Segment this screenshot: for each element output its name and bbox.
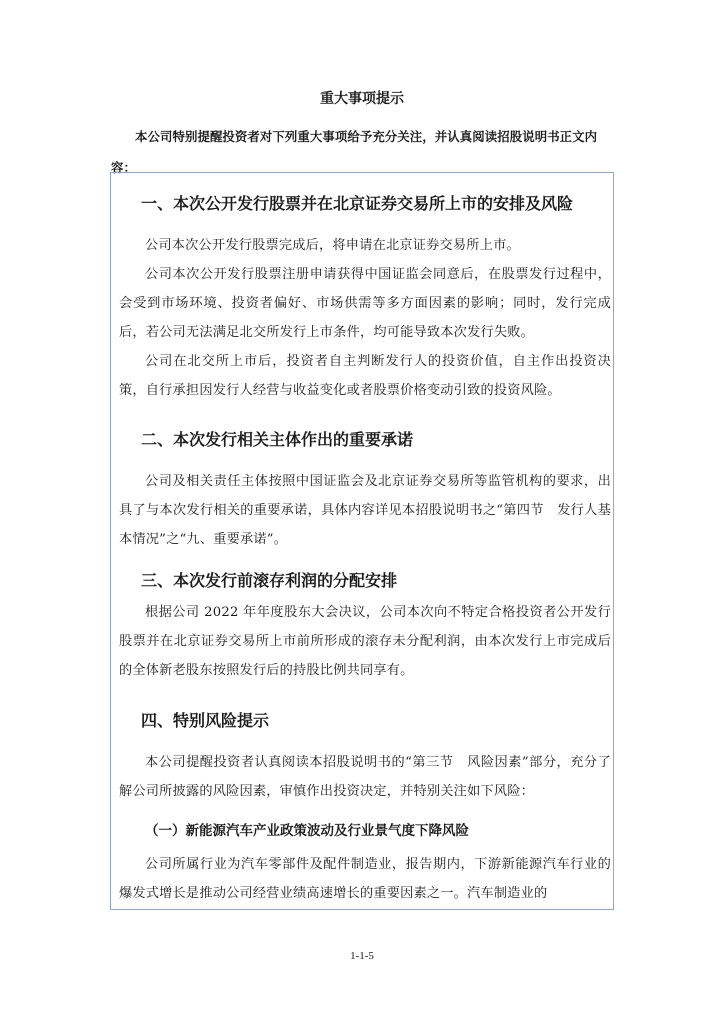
section-1-paragraph-1: 公司本次公开发行股票完成后，将申请在北京证券交易所上市。: [145, 238, 520, 253]
page-title: 重大事项提示: [320, 91, 404, 107]
page-number: 1-1-5: [350, 950, 374, 962]
section-4-paragraph-1: 本公司提醒投资者认真阅读本招股说明书的“第三节 风险因素”部分，充分了解公司所披露的风险因素，审慎作出投资决定，并特别关注如下风险：: [119, 755, 611, 799]
intro-paragraph: 本公司特别提醒投资者对下列重大事项给予充分关注，并认真阅读招股说明书正文内容：: [111, 129, 598, 175]
section-2-paragraph-1: 公司及相关责任主体按照中国证监会及北京证券交易所等监管机构的要求，出具了与本次发行相关的重要承诺，具体内容详见本招股说明书之“第四节 发行人基本情况”之“九、重要承诺”。: [119, 474, 611, 547]
section-2-heading: 二、本次发行相关主体作出的重要承诺: [141, 430, 414, 449]
section-3-heading: 三、本次发行前滚存利润的分配安排: [141, 571, 398, 590]
section-3-paragraph-1: 根据公司 2022 年年度股东大会决议，公司本次向不特定合格投资者公开发行股票并在北京证券交易所上市前所形成的滚存未分配利润，由本次发行上市完成后的全体新老股东按照发行后的持股比例共同享有。: [119, 605, 611, 678]
section-4-heading: 四、特别风险提示: [141, 711, 270, 730]
section-1-paragraph-3: 公司在北交所上市后，投资者自主判断发行人的投资价值，自主作出投资决策，自行承担因发行人经营与收益变化或者股票价格变动引致的投资风险。: [119, 354, 611, 398]
important-matters-box: [110, 172, 614, 910]
section-1-heading: 一、本次公开发行股票并在北京证券交易所上市的安排及风险: [141, 194, 574, 213]
subsection-1-heading: （一）新能源汽车产业政策波动及行业景气度下降风险: [145, 823, 469, 839]
section-1-paragraph-2: 公司本次公开发行股票注册申请获得中国证监会同意后，在股票发行过程中，会受到市场环境、投资者偏好、市场供需等多方面因素的影响；同时，发行完成后，若公司无法满足北交所发行上市条件，均可能导致本次发行失败。: [119, 267, 611, 340]
subsection-1-paragraph: 公司所属行业为汽车零部件及配件制造业，报告期内，下游新能源汽车行业的爆发式增长是推动公司经营业绩高速增长的重要因素之一。汽车制造业的: [119, 857, 611, 901]
